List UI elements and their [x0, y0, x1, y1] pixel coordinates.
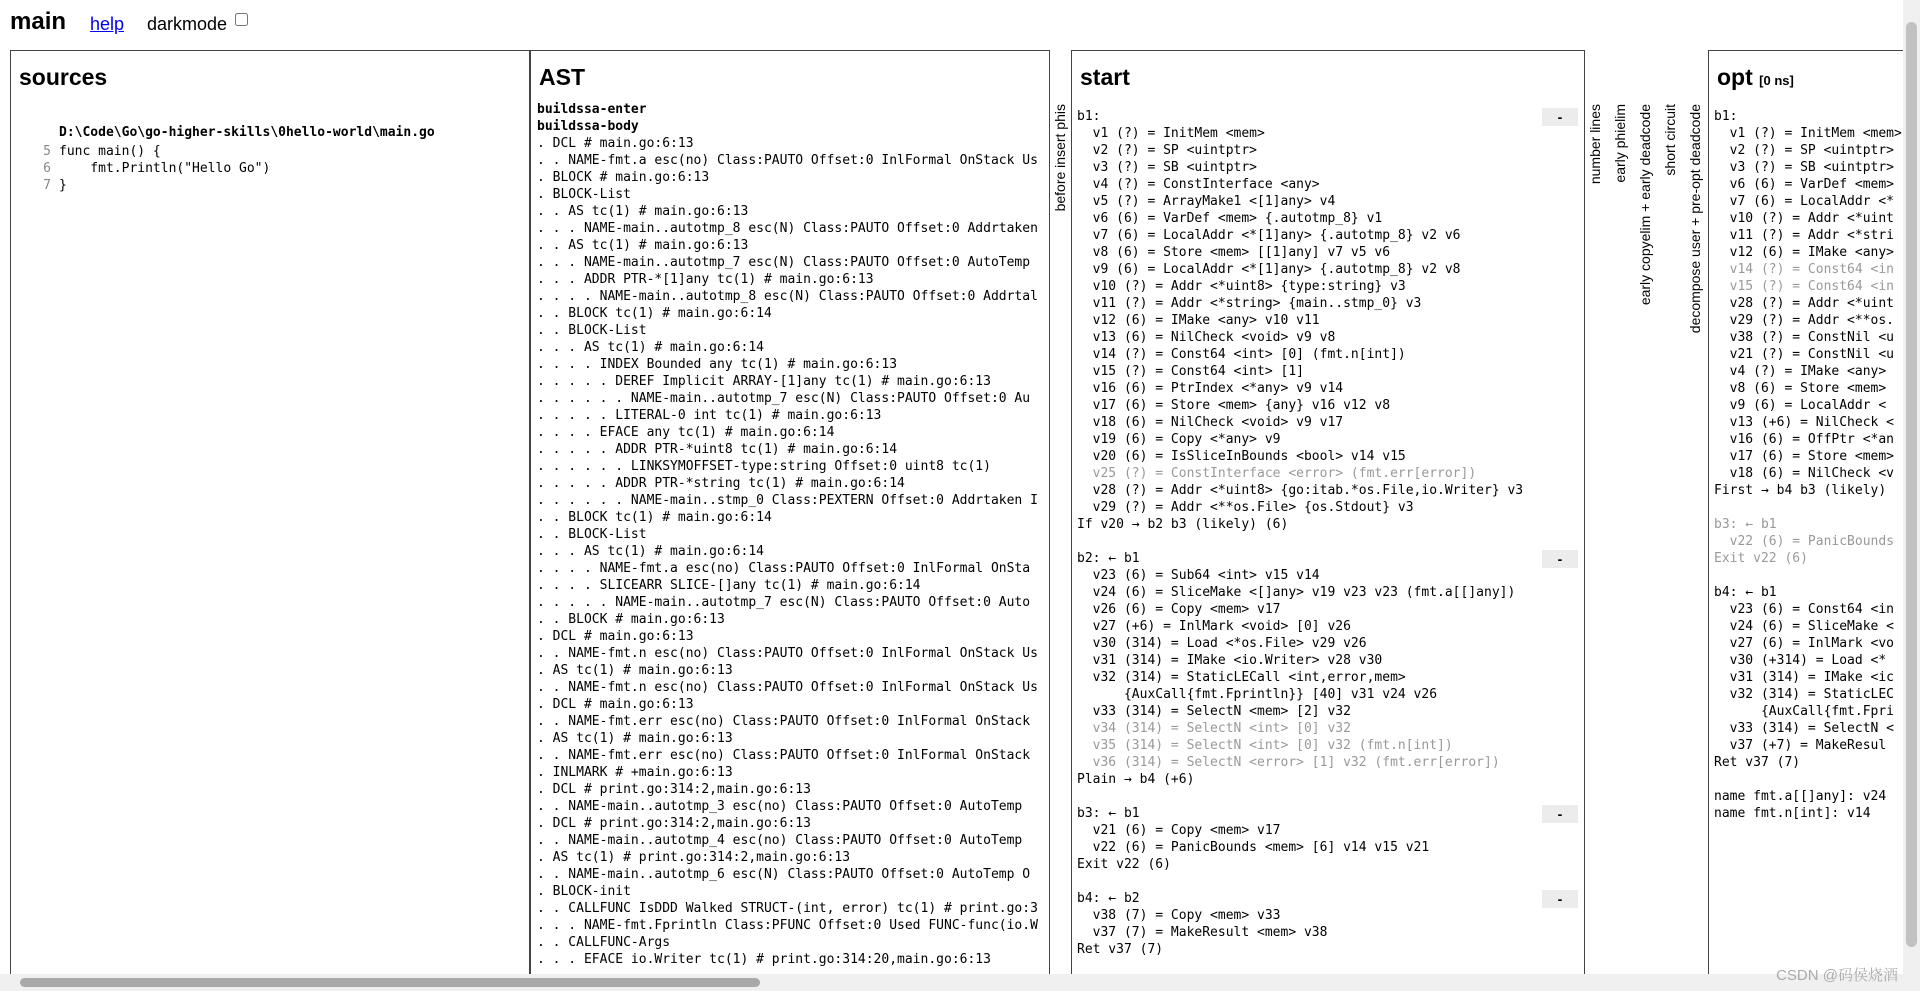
ast-panel[interactable]: [530, 50, 1050, 975]
ssa-line: b4: ← b2: [1077, 891, 1140, 906]
ssa-line: v29 (?) = Addr <**os.: [1714, 313, 1895, 328]
ssa-line: v1 (?) = InitMem <mem>: [1077, 126, 1265, 141]
phase-label[interactable]: early phielim: [1612, 104, 1628, 183]
ssa-line: v28 (?) = Addr <*uint: [1714, 296, 1895, 311]
ssa-line: v34 (314) = SelectN <int> [0] v32: [1077, 721, 1351, 736]
ssa-line: v31 (314) = IMake <io.Writer> v28 v30: [1077, 653, 1383, 668]
ssa-line: v2 (?) = SP <uintptr>: [1714, 143, 1895, 158]
ast-line: . BLOCK-List: [537, 187, 631, 202]
ssa-line: v32 (314) = StaticLEC: [1714, 687, 1895, 702]
ssa-line: v13 (+6) = NilCheck <: [1714, 415, 1895, 430]
ast-line: . . . . . NAME-main..autotmp_7 esc(N) Class:PAUTO Offset:0 Auto: [537, 595, 1031, 610]
ssa-line: v14 (?) = Const64 <in: [1714, 262, 1895, 277]
ast-line: . . NAME-main..autotmp_4 esc(no) Class:PAUTO Offset:0 AutoTemp: [537, 833, 1023, 848]
ssa-line: name fmt.a[[]any]: v24: [1714, 789, 1887, 804]
horizontal-scrollbar[interactable]: [0, 974, 1903, 991]
ssa-line: v6 (6) = VarDef <mem> {.autotmp_8} v1: [1077, 211, 1383, 226]
ssa-line: name fmt.n[int]: v14: [1714, 806, 1871, 821]
ast-line: . . CALLFUNC-Args: [537, 935, 671, 950]
ast-line: . . . . . . NAME-main..stmp_0 Class:PEXTERN Offset:0 Addrtaken I: [537, 493, 1038, 508]
ssa-line: v12 (6) = IMake <any> v10 v11: [1077, 313, 1320, 328]
ast-line: . DCL # main.go:6:13: [537, 697, 694, 712]
collapse-block-button[interactable]: -: [1542, 890, 1578, 908]
ssa-line: v4 (?) = IMake <any>: [1714, 364, 1895, 379]
ast-line: . . NAME-fmt.n esc(no) Class:PAUTO Offset:0 InlFormal OnStack Us: [537, 680, 1038, 695]
collapse-block-button[interactable]: -: [1542, 805, 1578, 823]
ssa-line: v18 (6) = NilCheck <void> v9 v17: [1077, 415, 1344, 430]
source-text: func main() {: [59, 144, 161, 159]
ssa-line: v22 (6) = PanicBounds <mem> [6] v14 v15 v21: [1077, 840, 1430, 855]
line-number: 6: [43, 161, 51, 176]
ast-line: . . . . . ADDR PTR-*string tc(1) # main.go:6:14: [537, 476, 905, 491]
ast-line: . . NAME-main..autotmp_3 esc(no) Class:PAUTO Offset:0 AutoTemp: [537, 799, 1023, 814]
ast-line: . AS tc(1) # print.go:314:2,main.go:6:13: [537, 850, 851, 865]
ssa-line: v6 (6) = VarDef <mem>: [1714, 177, 1895, 192]
ast-line: . . NAME-fmt.err esc(no) Class:PAUTO Offset:0 InlFormal OnStack: [537, 748, 1031, 763]
ast-line: . BLOCK-init: [537, 884, 631, 899]
ast-title: AST: [539, 64, 585, 90]
sources-title: sources: [19, 64, 108, 90]
phase-label[interactable]: number lines: [1587, 104, 1603, 185]
collapsed-phases-strip-2: [1585, 50, 1708, 975]
ssa-line: v20 (6) = IsSliceInBounds <bool> v14 v15: [1077, 449, 1406, 464]
ssa-line: v24 (6) = SliceMake <[]any> v19 v23 v23 (fmt.a[[]any]): [1077, 585, 1516, 600]
ast-line: . . . . NAME-fmt.a esc(no) Class:PAUTO Offset:0 InlFormal OnSta: [537, 561, 1031, 576]
ast-line: . . AS tc(1) # main.go:6:13: [537, 204, 749, 219]
ast-line: . . BLOCK tc(1) # main.go:6:14: [537, 510, 772, 525]
ssa-line: b4: ← b1: [1714, 585, 1777, 600]
phase-label[interactable]: early copyelim + early deadcode: [1637, 104, 1653, 306]
ssa-line: v3 (?) = SB <uintptr>: [1714, 160, 1895, 175]
ssa-line: v8 (6) = Store <mem>: [1714, 381, 1895, 396]
source-line: [35, 177, 270, 194]
line-number: 7: [43, 178, 51, 193]
ssa-line: b3: ← b1: [1077, 806, 1140, 821]
ast-line: . INLMARK # +main.go:6:13: [537, 765, 733, 780]
ast-line: . . . . . . LINKSYMOFFSET-type:string Offset:0 uint8 tc(1): [537, 459, 991, 474]
ast-line: . . . AS tc(1) # main.go:6:14: [537, 544, 764, 559]
ssa-line: v16 (6) = PtrIndex <*any> v9 v14: [1077, 381, 1344, 396]
ast-line: . . . . . ADDR PTR-*uint8 tc(1) # main.go:6:14: [537, 442, 898, 457]
ssa-line: [1714, 567, 1920, 584]
ast-line: . BLOCK # main.go:6:13: [537, 170, 710, 185]
start-ssa: [1077, 108, 1577, 975]
ast-line: . DCL # main.go:6:13: [537, 629, 694, 644]
ssa-line: v14 (?) = Const64 <int> [0] (fmt.n[int]): [1077, 347, 1406, 362]
ssa-line: v21 (6) = Copy <mem> v17: [1077, 823, 1281, 838]
ssa-line: v23 (6) = Const64 <in: [1714, 602, 1895, 617]
ast-line: . . . NAME-fmt.Fprintln Class:PFUNC Offset:0 Used FUNC-func(io.W: [537, 918, 1038, 933]
ast-line: . . BLOCK # main.go:6:13: [537, 612, 725, 627]
horizontal-scrollbar-thumb[interactable]: [20, 978, 760, 987]
ssa-line: v11 (?) = Addr <*string> {main..stmp_0} v3: [1077, 296, 1422, 311]
ast-tree: [537, 101, 1038, 968]
block-gap: [1077, 958, 1577, 975]
ssa-line: v9 (6) = LocalAddr <*[1]any> {.autotmp_8} v2 v8: [1077, 262, 1461, 277]
vertical-scrollbar[interactable]: [1903, 0, 1920, 991]
watermark: CSDN @码侯烧酒: [1776, 967, 1898, 984]
ssa-line: v12 (6) = IMake <any>: [1714, 245, 1895, 260]
ssa-line: v5 (?) = ArrayMake1 <[1]any> v4: [1077, 194, 1336, 209]
ssa-line: v28 (?) = Addr <*uint8> {go:itab.*os.File,io.Writer} v3: [1077, 483, 1524, 498]
ssa-line: v16 (6) = OffPtr <*an: [1714, 432, 1895, 447]
ast-line: . . . ADDR PTR-*[1]any tc(1) # main.go:6:13: [537, 272, 874, 287]
darkmode-label: darkmode: [147, 14, 228, 34]
ast-line: . DCL # print.go:314:2,main.go:6:13: [537, 782, 811, 797]
ast-line: . . . NAME-main..autotmp_7 esc(N) Class:PAUTO Offset:0 AutoTemp: [537, 255, 1031, 270]
ast-line: . AS tc(1) # main.go:6:13: [537, 731, 733, 746]
phase-label[interactable]: before insert phis: [1052, 104, 1068, 212]
ssa-line: b1:: [1714, 109, 1738, 124]
vertical-scrollbar-thumb[interactable]: [1906, 22, 1917, 947]
ast-line: . . . . . LITERAL-0 int tc(1) # main.go:6:13: [537, 408, 882, 423]
opt-title: [1717, 64, 1794, 91]
ssa-line: v7 (6) = LocalAddr <*: [1714, 194, 1895, 209]
ssa-line: Exit v22 (6): [1714, 551, 1808, 566]
ast-line: . . . . INDEX Bounded any tc(1) # main.go:6:13: [537, 357, 898, 372]
ast-line: buildssa-body: [537, 119, 639, 134]
ast-line: . . BLOCK-List: [537, 527, 647, 542]
ssa-line: Ret v37 (7): [1077, 942, 1164, 957]
ssa-line: v25 (?) = ConstInterface <error> (fmt.err[error]): [1077, 466, 1477, 481]
sources-panel: [10, 50, 530, 975]
source-text: }: [59, 178, 67, 193]
line-number: 5: [43, 144, 51, 159]
ssa-line: v31 (314) = IMake <ic: [1714, 670, 1895, 685]
ssa-line: v30 (314) = Load <*os.File> v29 v26: [1077, 636, 1367, 651]
ssa-line: First → b4 b3 (likely): [1714, 483, 1887, 498]
ssa-line: v27 (6) = InlMark <vo: [1714, 636, 1895, 651]
ssa-line: v3 (?) = SB <uintptr>: [1077, 160, 1258, 175]
ast-line: buildssa-enter: [537, 102, 647, 117]
ssa-line: v38 (7) = Copy <mem> v33: [1077, 908, 1281, 923]
opt-panel[interactable]: [1708, 50, 1920, 975]
help-link[interactable]: help: [90, 14, 125, 34]
ssa-line: v23 (6) = Sub64 <int> v15 v14: [1077, 568, 1320, 583]
opt-ssa: [1714, 108, 1920, 822]
ssa-line: b1:: [1077, 109, 1101, 124]
ssa-line: v26 (6) = Copy <mem> v17: [1077, 602, 1281, 617]
ssa-line: v21 (?) = ConstNil <u: [1714, 347, 1895, 362]
ast-line: . DCL # print.go:314:2,main.go:6:13: [537, 816, 811, 831]
collapsed-phases-strip-1: [1050, 50, 1071, 975]
ast-line: . . NAME-fmt.a esc(no) Class:PAUTO Offset:0 InlFormal OnStack Us: [537, 153, 1038, 168]
ssa-line: v1 (?) = InitMem <mem>: [1714, 126, 1902, 141]
start-title: start: [1080, 64, 1130, 90]
ssa-line: v32 (314) = StaticLECall <int,error,mem>: [1077, 670, 1406, 685]
ast-line: . AS tc(1) # main.go:6:13: [537, 663, 733, 678]
ssa-line: {AuxCall{fmt.Fpri: [1714, 704, 1895, 719]
phase-label[interactable]: short circuit: [1662, 104, 1678, 176]
source-code: [35, 143, 270, 194]
ast-line: . . CALLFUNC IsDDD Walked STRUCT-(int, error) tc(1) # print.go:3: [537, 901, 1038, 916]
ast-line: . . NAME-main..autotmp_6 esc(N) Class:PAUTO Offset:0 AutoTemp O: [537, 867, 1031, 882]
ssa-line: v38 (?) = ConstNil <u: [1714, 330, 1895, 345]
block-gap: [1077, 533, 1577, 550]
ssa-line: b3: ← b1: [1714, 517, 1777, 532]
ssa-line: v18 (6) = NilCheck <v: [1714, 466, 1895, 481]
ast-line: . . AS tc(1) # main.go:6:13: [537, 238, 749, 253]
ast-line: . . . . EFACE any tc(1) # main.go:6:14: [537, 425, 835, 440]
ssa-line: v30 (+314) = Load <*: [1714, 653, 1887, 668]
opt-time: [0 ns]: [1759, 73, 1794, 88]
source-text: fmt.Println("Hello Go"): [59, 161, 271, 176]
ast-line: . . BLOCK tc(1) # main.go:6:14: [537, 306, 772, 321]
ssa-line: v37 (7) = MakeResult <mem> v38: [1077, 925, 1328, 940]
ast-line: . . . . SLICEARR SLICE-[]any tc(1) # main.go:6:14: [537, 578, 921, 593]
block-gap: [1077, 873, 1577, 890]
ssa-line: v22 (6) = PanicBounds: [1714, 534, 1895, 549]
ssa-line: v2 (?) = SP <uintptr>: [1077, 143, 1258, 158]
ssa-line: v10 (?) = Addr <*uint: [1714, 211, 1895, 226]
ssa-line: Plain → b4 (+6): [1077, 772, 1195, 787]
collapse-block-button[interactable]: -: [1542, 550, 1578, 568]
ssa-line: v33 (314) = SelectN <: [1714, 721, 1895, 736]
ssa-line: v4 (?) = ConstInterface <any>: [1077, 177, 1320, 192]
ssa-line: v17 (6) = Store <mem> {any} v16 v12 v8: [1077, 398, 1391, 413]
phase-label[interactable]: decompose user + pre-opt deadcode: [1687, 104, 1703, 334]
ssa-line: v7 (6) = LocalAddr <*[1]any> {.autotmp_8} v2 v6: [1077, 228, 1461, 243]
darkmode-checkbox[interactable]: [235, 13, 248, 26]
ssa-line: Exit v22 (6): [1077, 857, 1171, 872]
block-gap: [1077, 788, 1577, 805]
ssa-line: v29 (?) = Addr <**os.File> {os.Stdout} v3: [1077, 500, 1414, 515]
ssa-line: {AuxCall{fmt.Fprintln}} [40] v31 v24 v26: [1077, 687, 1438, 702]
ast-line: . . . AS tc(1) # main.go:6:14: [537, 340, 764, 355]
header-bar: [0, 0, 1920, 46]
ssa-line: v33 (314) = SelectN <mem> [2] v32: [1077, 704, 1351, 719]
ssa-line: v24 (6) = SliceMake <: [1714, 619, 1895, 634]
ssa-line: v11 (?) = Addr <*stri: [1714, 228, 1895, 243]
ssa-line: v10 (?) = Addr <*uint8> {type:string} v3: [1077, 279, 1406, 294]
ssa-line: v37 (+7) = MakeResul: [1714, 738, 1887, 753]
ssa-line: v27 (+6) = InlMark <void> [0] v26: [1077, 619, 1351, 634]
ssa-line: v19 (6) = Copy <*any> v9: [1077, 432, 1281, 447]
ast-line: . . . . . . NAME-main..autotmp_7 esc(N) Class:PAUTO Offset:0 Au: [537, 391, 1031, 406]
ssa-line: b2: ← b1: [1077, 551, 1140, 566]
ssa-line: v17 (6) = Store <mem>: [1714, 449, 1895, 464]
ssa-line: v9 (6) = LocalAddr <: [1714, 398, 1887, 413]
ast-line: . . . EFACE io.Writer tc(1) # print.go:314:20,main.go:6:13: [537, 952, 991, 967]
ssa-line: Ret v37 (7): [1714, 755, 1801, 770]
ast-line: . . BLOCK-List: [537, 323, 647, 338]
ssa-line: v15 (?) = Const64 <in: [1714, 279, 1895, 294]
ssa-line: v13 (6) = NilCheck <void> v9 v8: [1077, 330, 1336, 345]
ssa-line: v35 (314) = SelectN <int> [0] v32 (fmt.n[int]): [1077, 738, 1453, 753]
ssa-line: v15 (?) = Const64 <int> [1]: [1077, 364, 1304, 379]
opt-title-text: opt: [1717, 64, 1753, 90]
collapse-block-button[interactable]: -: [1542, 108, 1578, 126]
ast-line: . . . . . DEREF Implicit ARRAY-[1]any tc(1) # main.go:6:13: [537, 374, 991, 389]
page-title: main: [10, 8, 67, 35]
ssa-line: v36 (314) = SelectN <error> [1] v32 (fmt.err[error]): [1077, 755, 1500, 770]
start-panel[interactable]: [1071, 50, 1585, 975]
ast-line: . . . . NAME-main..autotmp_8 esc(N) Class:PAUTO Offset:0 Addrtal: [537, 289, 1038, 304]
source-file-path: D:\Code\Go\go-higher-skills\0hello-world\main.go: [59, 125, 435, 140]
ssa-line: [1714, 771, 1920, 788]
source-line: [35, 143, 270, 160]
ast-line: . . NAME-fmt.n esc(no) Class:PAUTO Offset:0 InlFormal OnStack Us: [537, 646, 1038, 661]
ssa-line: If v20 → b2 b3 (likely) (6): [1077, 517, 1289, 532]
ast-line: . . . NAME-main..autotmp_8 esc(N) Class:PAUTO Offset:0 Addrtaken: [537, 221, 1038, 236]
ast-line: . DCL # main.go:6:13: [537, 136, 694, 151]
ast-line: . . NAME-fmt.err esc(no) Class:PAUTO Offset:0 InlFormal OnStack: [537, 714, 1031, 729]
ssa-line: [1714, 499, 1920, 516]
source-line: [35, 160, 270, 177]
ssa-line: v8 (6) = Store <mem> [[1]any] v7 v5 v6: [1077, 245, 1391, 260]
